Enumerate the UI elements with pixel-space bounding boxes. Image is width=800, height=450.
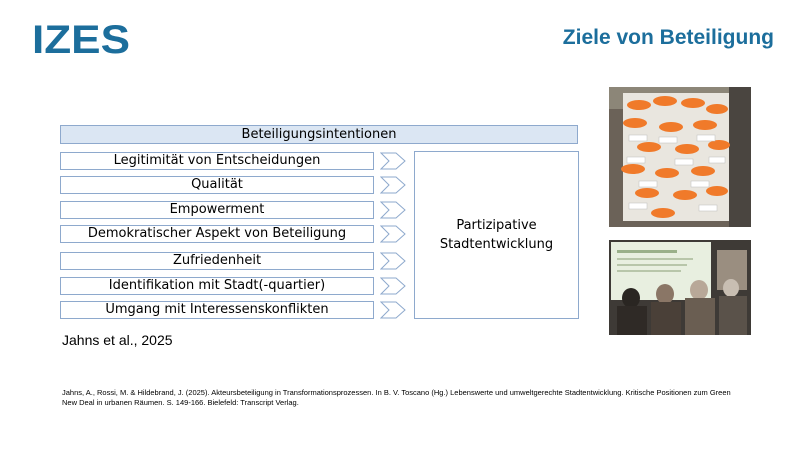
intention-item-democratic: Demokratischer Aspekt von Beteiligung: [60, 225, 374, 243]
result-label: Partizipative Stadtentwicklung: [439, 218, 554, 252]
result-box: [414, 151, 579, 319]
chevron-right-icon: [380, 176, 406, 194]
chevron-right-icon: [380, 152, 406, 170]
workshop-pinboard-photo: [609, 87, 751, 227]
intention-item-quality: Qualität: [60, 176, 374, 194]
page-title: Ziele von Beteiligung: [562, 26, 774, 49]
chevron-right-icon: [380, 277, 406, 295]
intention-item-identification: Identifikation mit Stadt(-quartier): [60, 277, 374, 295]
intention-item-legitimacy: Legitimität von Entscheidungen: [60, 152, 374, 170]
chevron-right-icon: [380, 201, 406, 219]
source-caption: Jahns et al., 2025: [62, 332, 173, 348]
chevron-right-icon: [380, 225, 406, 243]
intentions-header: Beteiligungsintentionen: [60, 125, 578, 144]
intention-item-conflicts: Umgang mit Interessenskonflikten: [60, 301, 374, 319]
intention-item-satisfaction: Zufriedenheit: [60, 252, 374, 270]
chevron-right-icon: [380, 301, 406, 319]
intention-item-empowerment: Empowerment: [60, 201, 374, 219]
workshop-participants-photo: [609, 240, 751, 335]
reference-text: Jahns, A., Rossi, M. & Hildebrand, J. (2025). Akteursbeteiligung in Transformationsprozessen. In B. V. Toscano (Hg.) Lebenswerte und umweltgerechte Stadtentwicklung. Kritische Positionen zum Green New Deal in urbanen Räumen. S. 149-166. Bielefeld: Transcript Verlag.: [62, 388, 731, 407]
chevron-right-icon: [380, 252, 406, 270]
svg-text:IZES: IZES: [32, 19, 130, 57]
